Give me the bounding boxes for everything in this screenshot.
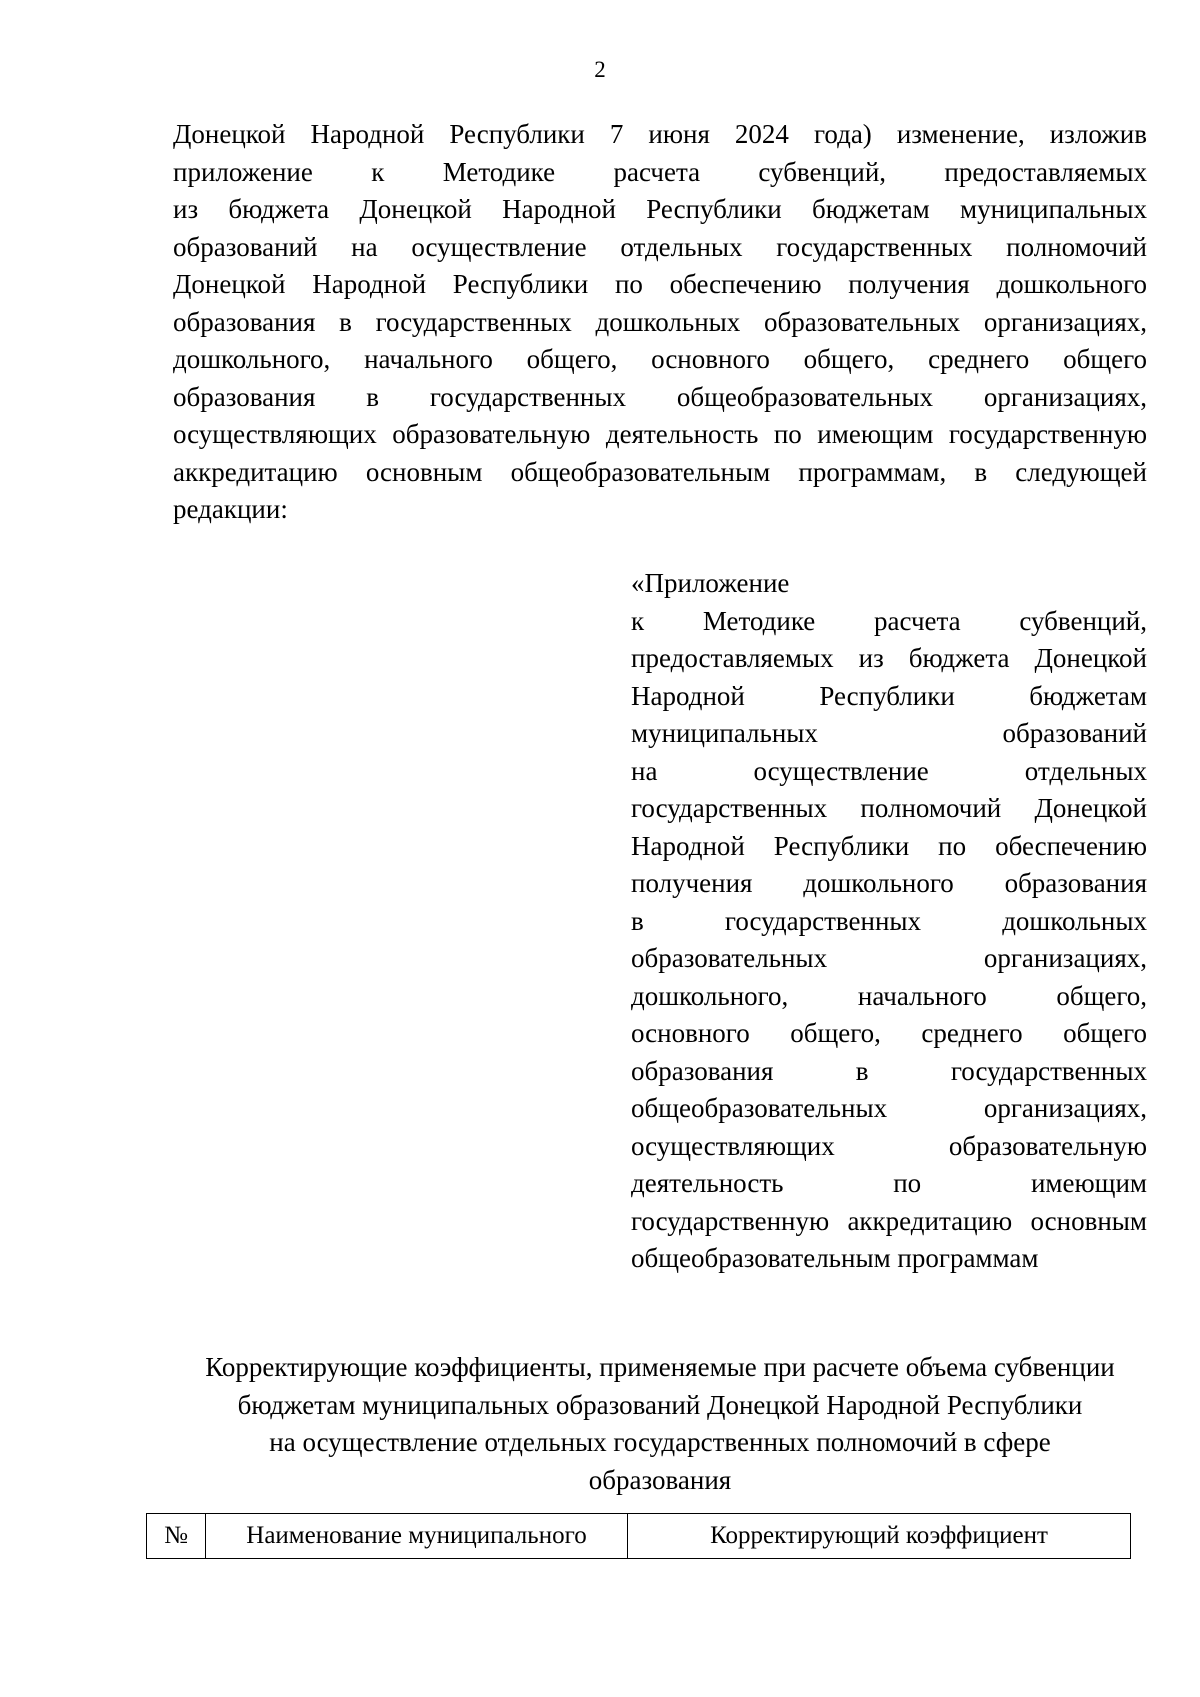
appendix-line: общеобразовательных организациях, <box>631 1093 1147 1123</box>
appendix-line: Народной Республики бюджетам <box>631 680 1147 711</box>
appendix-line: предоставляемых из бюджета Донецкой <box>631 643 1147 673</box>
appendix-line: муниципальных образований <box>631 718 1147 748</box>
heading-line: образования <box>588 1464 732 1495</box>
paragraph-line: приложение к Методике расчета субвенций, предоставляемых <box>173 156 1147 187</box>
appendix-line: образования в государственных <box>631 1055 1147 1086</box>
heading-line: Корректирующие коэффициенты, применяемые при расчете объема субвенции <box>205 1352 1115 1382</box>
page-number: 2 <box>594 57 606 82</box>
appendix-line: образовательных организациях, <box>631 943 1147 973</box>
paragraph-line: Донецкой Народной Республики по обеспечению получения дошкольного <box>173 269 1147 299</box>
paragraph-line: образования в государственных общеобразовательных организациях, <box>173 381 1147 412</box>
heading-line: бюджетам муниципальных образований Донецкой Народной Республики <box>237 1389 1083 1420</box>
paragraph-line: образования в государственных дошкольных образовательных организациях, <box>173 306 1147 337</box>
paragraph-line: редакции: <box>173 494 288 524</box>
paragraph-line: аккредитацию основным общеобразовательным программам, в следующей <box>173 456 1147 487</box>
paragraph-line: Донецкой Народной Республики 7 июня 2024 года) изменение, изложив <box>173 119 1147 149</box>
appendix-line: государственную аккредитацию основным <box>631 1205 1147 1236</box>
appendix-line: в государственных дошкольных <box>631 905 1147 936</box>
appendix-block <box>631 565 1147 1278</box>
appendix-line: получения дошкольного образования <box>631 868 1147 898</box>
paragraph-line: из бюджета Донецкой Народной Республики бюджетам муниципальных <box>173 194 1147 224</box>
paragraph-line: образований на осуществление отдельных государственных полномочий <box>173 231 1147 262</box>
appendix-line: деятельность по имеющим <box>631 1168 1147 1198</box>
table-heading <box>140 1349 1180 1499</box>
main-paragraph <box>173 116 1147 529</box>
coefficient-table <box>146 1513 1131 1559</box>
column-header-coefficient: Корректирующий коэффициент <box>628 1514 1131 1559</box>
appendix-line: Народной Республики по обеспечению <box>631 830 1147 861</box>
appendix-line: к Методике расчета субвенций, <box>631 605 1147 636</box>
appendix-line: государственных полномочий Донецкой <box>631 793 1147 823</box>
appendix-line: основного общего, среднего общего <box>631 1018 1147 1048</box>
column-header-number: № <box>147 1514 206 1559</box>
appendix-line: «Приложение <box>631 568 790 598</box>
table-header-row <box>147 1514 1131 1559</box>
column-header-municipality: Наименование муниципального <box>206 1514 628 1559</box>
paragraph-line: осуществляющих образовательную деятельность по имеющим государственную <box>173 419 1147 449</box>
appendix-line: осуществляющих образовательную <box>631 1130 1147 1161</box>
appendix-line: на осуществление отдельных <box>631 755 1147 786</box>
heading-line: на осуществление отдельных государственных полномочий в сфере <box>269 1427 1051 1457</box>
paragraph-line: дошкольного, начального общего, основного общего, среднего общего <box>173 344 1147 374</box>
appendix-line: дошкольного, начального общего, <box>631 980 1147 1011</box>
appendix-line: общеобразовательным программам <box>631 1243 1039 1273</box>
